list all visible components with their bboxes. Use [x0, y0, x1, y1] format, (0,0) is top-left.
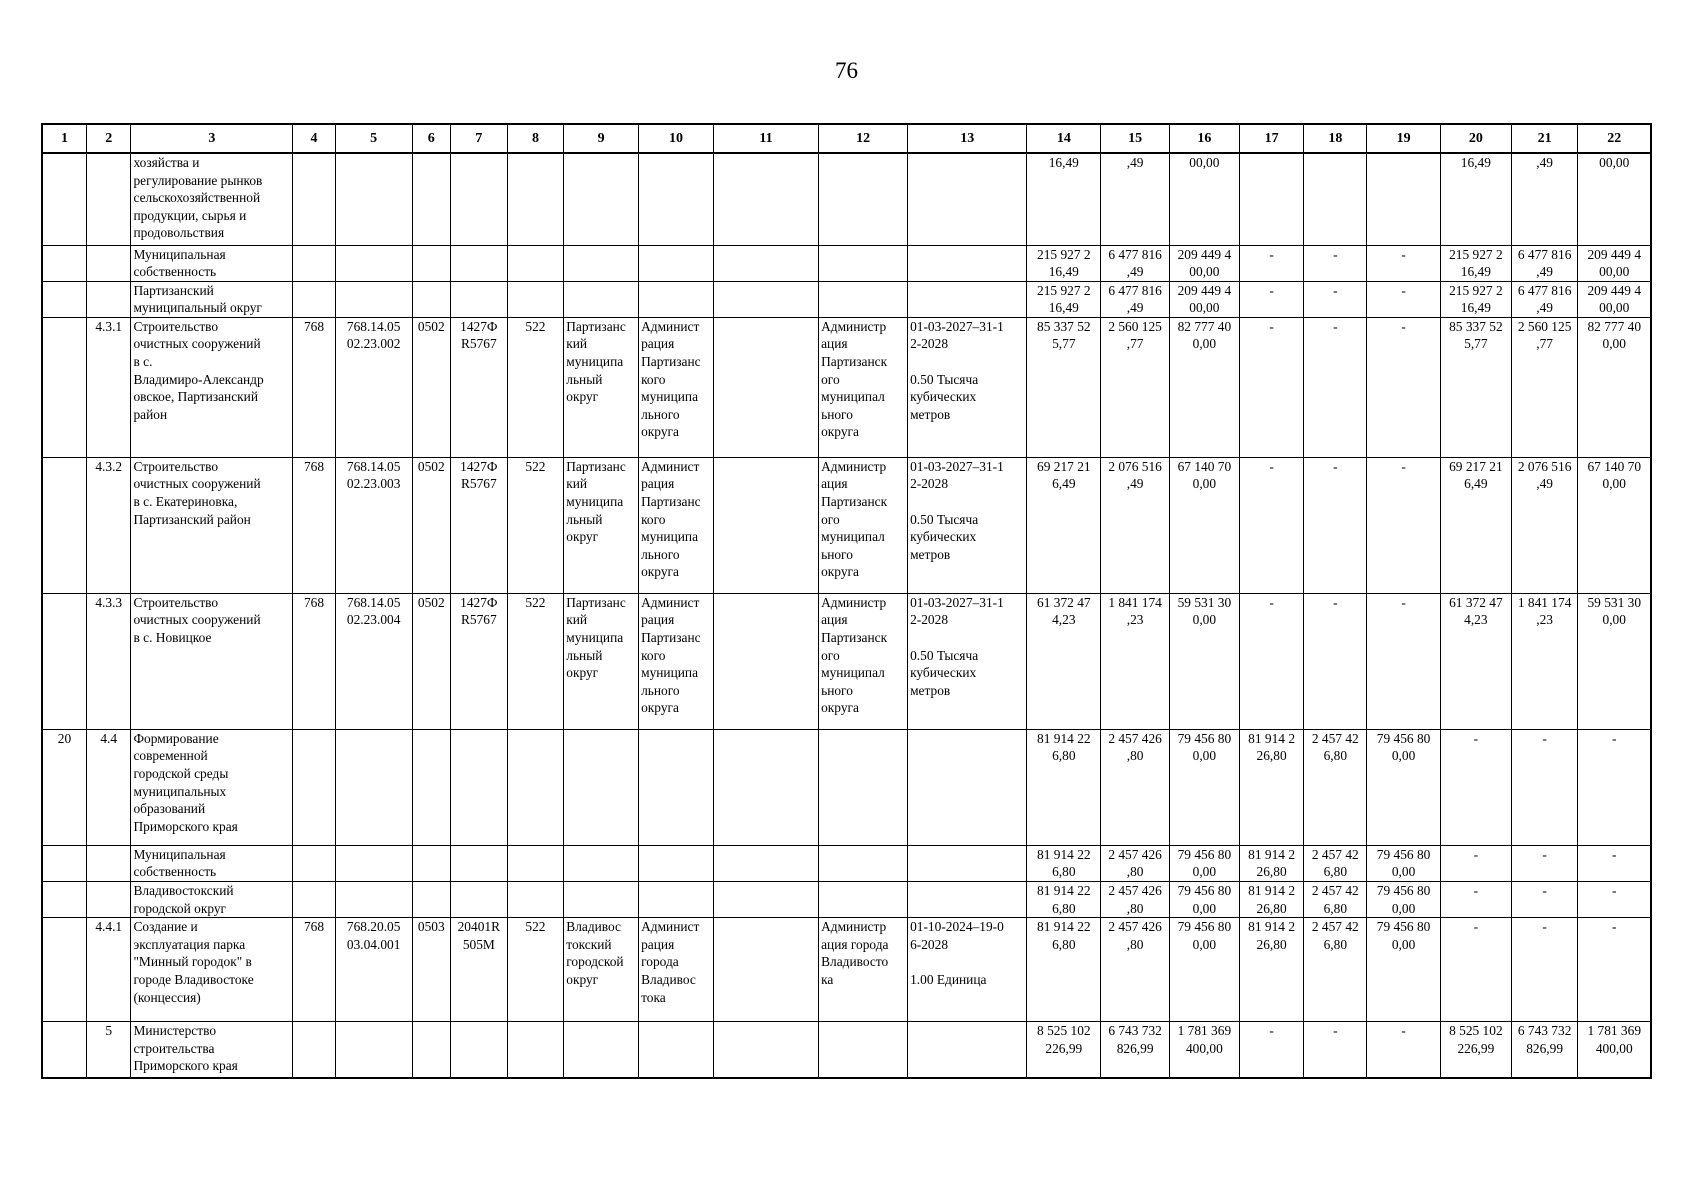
cell-col-22: -	[1578, 918, 1651, 1022]
cell-col-4	[293, 729, 335, 845]
cell-col-1	[42, 882, 86, 918]
cell-col-20: 8 525 102 226,99	[1440, 1022, 1511, 1078]
cell-col-15: 6 743 732 826,99	[1101, 1022, 1170, 1078]
cell-col-14: 81 914 22 6,80	[1027, 845, 1101, 881]
cell-col-13: 01-10-2024–19-0 6-2028 1.00 Единица	[908, 918, 1027, 1022]
cell-col-6: 0502	[412, 457, 450, 593]
cell-col-11	[713, 882, 818, 918]
cell-col-8: 522	[507, 593, 564, 729]
cell-col-14: 215 927 2 16,49	[1027, 245, 1101, 281]
cell-col-1	[42, 457, 86, 593]
cell-col-14: 16,49	[1027, 153, 1101, 245]
cell-col-12	[819, 1022, 908, 1078]
cell-col-18	[1304, 153, 1367, 245]
cell-col-15: 6 477 816 ,49	[1101, 281, 1170, 317]
cell-col-11	[713, 245, 818, 281]
cell-col-7: 20401R 505M	[451, 918, 508, 1022]
table-row	[42, 281, 1651, 317]
cell-col-10	[639, 845, 714, 881]
table-row	[42, 317, 1651, 457]
cell-col-22: -	[1578, 845, 1651, 881]
cell-col-5	[335, 882, 412, 918]
cell-col-9	[564, 245, 639, 281]
cell-col-4	[293, 153, 335, 245]
cell-col-1: 20	[42, 729, 86, 845]
cell-col-10: Админист рация города Владивос тока	[639, 918, 714, 1022]
cell-col-21: -	[1511, 729, 1578, 845]
cell-col-8: 522	[507, 317, 564, 457]
cell-col-11	[713, 918, 818, 1022]
cell-col-19: -	[1367, 281, 1441, 317]
cell-col-4	[293, 882, 335, 918]
cell-col-4	[293, 245, 335, 281]
cell-col-18: -	[1304, 1022, 1367, 1078]
cell-col-11	[713, 1022, 818, 1078]
cell-col-20: -	[1440, 845, 1511, 881]
cell-col-22: 209 449 4 00,00	[1578, 245, 1651, 281]
cell-col-6	[412, 245, 450, 281]
cell-col-5: 768.20.05 03.04.001	[335, 918, 412, 1022]
cell-col-1	[42, 281, 86, 317]
cell-col-15: 2 457 426 ,80	[1101, 729, 1170, 845]
cell-col-2	[86, 281, 130, 317]
cell-col-13	[908, 1022, 1027, 1078]
cell-col-21: 6 477 816 ,49	[1511, 281, 1578, 317]
cell-col-19: 79 456 80 0,00	[1367, 845, 1441, 881]
cell-col-13	[908, 845, 1027, 881]
cell-col-8	[507, 245, 564, 281]
cell-col-16: 59 531 30 0,00	[1169, 593, 1239, 729]
table-row	[42, 918, 1651, 1022]
cell-col-5	[335, 245, 412, 281]
cell-col-7: 1427Ф R5767	[451, 457, 508, 593]
cell-col-16: 209 449 4 00,00	[1169, 281, 1239, 317]
column-header-18: 18	[1304, 124, 1367, 153]
cell-col-6	[412, 882, 450, 918]
cell-col-3: хозяйства и регулирование рынков сельскохозяйственной продукции, сырья и продовольствия	[131, 153, 293, 245]
cell-col-3: Строительство очистных сооружений в с. Владимиро-Александр овское, Партизанский район	[131, 317, 293, 457]
cell-col-8	[507, 845, 564, 881]
column-header-4: 4	[293, 124, 335, 153]
table-row	[42, 845, 1651, 881]
cell-col-2: 4.3.2	[86, 457, 130, 593]
cell-col-16: 82 777 40 0,00	[1169, 317, 1239, 457]
column-header-2: 2	[86, 124, 130, 153]
cell-col-10	[639, 729, 714, 845]
cell-col-13	[908, 153, 1027, 245]
column-header-1: 1	[42, 124, 86, 153]
cell-col-5	[335, 281, 412, 317]
cell-col-10: Админист рация Партизанс кого муниципа льного округа	[639, 317, 714, 457]
cell-col-9	[564, 882, 639, 918]
cell-col-1	[42, 845, 86, 881]
cell-col-22: -	[1578, 729, 1651, 845]
cell-col-18: 2 457 42 6,80	[1304, 845, 1367, 881]
cell-col-13: 01-03-2027–31-1 2-2028 0.50 Тысяча кубических метров	[908, 457, 1027, 593]
cell-col-7: 1427Ф R5767	[451, 317, 508, 457]
cell-col-7: 1427Ф R5767	[451, 593, 508, 729]
cell-col-2: 4.3.1	[86, 317, 130, 457]
cell-col-11	[713, 845, 818, 881]
cell-col-17: 81 914 2 26,80	[1239, 918, 1304, 1022]
cell-col-18: -	[1304, 281, 1367, 317]
cell-col-22: 82 777 40 0,00	[1578, 317, 1651, 457]
cell-col-22: -	[1578, 882, 1651, 918]
column-header-16: 16	[1169, 124, 1239, 153]
cell-col-5: 768.14.05 02.23.002	[335, 317, 412, 457]
cell-col-7	[451, 1022, 508, 1078]
budget-table	[41, 123, 1652, 1079]
cell-col-12: Администр ация Партизанск ого муниципал ьного округа	[819, 457, 908, 593]
cell-col-17: -	[1239, 1022, 1304, 1078]
header-row	[42, 124, 1651, 153]
cell-col-9: Партизанс кий муниципа льный округ	[564, 317, 639, 457]
cell-col-20: 69 217 21 6,49	[1440, 457, 1511, 593]
cell-col-5: 768.14.05 02.23.003	[335, 457, 412, 593]
cell-col-16: 79 456 80 0,00	[1169, 918, 1239, 1022]
cell-col-12: Администр ация Партизанск ого муниципал ьного округа	[819, 593, 908, 729]
cell-col-16: 79 456 80 0,00	[1169, 845, 1239, 881]
cell-col-20: 215 927 2 16,49	[1440, 245, 1511, 281]
table-row	[42, 882, 1651, 918]
cell-col-18: 2 457 42 6,80	[1304, 918, 1367, 1022]
cell-col-19: 79 456 80 0,00	[1367, 882, 1441, 918]
cell-col-15: 2 076 516 ,49	[1101, 457, 1170, 593]
column-header-20: 20	[1440, 124, 1511, 153]
cell-col-20: 215 927 2 16,49	[1440, 281, 1511, 317]
cell-col-21: 6 477 816 ,49	[1511, 245, 1578, 281]
cell-col-2: 4.3.3	[86, 593, 130, 729]
cell-col-2: 5	[86, 1022, 130, 1078]
cell-col-19: -	[1367, 457, 1441, 593]
cell-col-22: 59 531 30 0,00	[1578, 593, 1651, 729]
cell-col-9	[564, 153, 639, 245]
cell-col-3: Строительство очистных сооружений в с. Новицкое	[131, 593, 293, 729]
cell-col-21: 2 560 125 ,77	[1511, 317, 1578, 457]
cell-col-18: 2 457 42 6,80	[1304, 729, 1367, 845]
cell-col-18: -	[1304, 593, 1367, 729]
cell-col-12	[819, 729, 908, 845]
cell-col-15: 2 457 426 ,80	[1101, 918, 1170, 1022]
cell-col-19: -	[1367, 1022, 1441, 1078]
cell-col-1	[42, 317, 86, 457]
cell-col-20: 61 372 47 4,23	[1440, 593, 1511, 729]
cell-col-6: 0503	[412, 918, 450, 1022]
cell-col-2	[86, 882, 130, 918]
cell-col-5	[335, 1022, 412, 1078]
cell-col-9	[564, 845, 639, 881]
cell-col-14: 215 927 2 16,49	[1027, 281, 1101, 317]
column-header-8: 8	[507, 124, 564, 153]
cell-col-19	[1367, 153, 1441, 245]
column-header-22: 22	[1578, 124, 1651, 153]
cell-col-18: -	[1304, 245, 1367, 281]
cell-col-19: 79 456 80 0,00	[1367, 729, 1441, 845]
cell-col-7	[451, 845, 508, 881]
cell-col-3: Партизанский муниципальный округ	[131, 281, 293, 317]
cell-col-8	[507, 281, 564, 317]
cell-col-6	[412, 281, 450, 317]
cell-col-10	[639, 153, 714, 245]
cell-col-9	[564, 729, 639, 845]
column-header-17: 17	[1239, 124, 1304, 153]
cell-col-18: 2 457 42 6,80	[1304, 882, 1367, 918]
cell-col-20: 16,49	[1440, 153, 1511, 245]
cell-col-12	[819, 882, 908, 918]
cell-col-17: 81 914 2 26,80	[1239, 729, 1304, 845]
cell-col-8	[507, 1022, 564, 1078]
cell-col-12: Администр ация города Владивосто ка	[819, 918, 908, 1022]
cell-col-14: 81 914 22 6,80	[1027, 729, 1101, 845]
cell-col-9: Владивос токский городской округ	[564, 918, 639, 1022]
column-header-13: 13	[908, 124, 1027, 153]
cell-col-13	[908, 245, 1027, 281]
cell-col-17: -	[1239, 593, 1304, 729]
column-header-12: 12	[819, 124, 908, 153]
cell-col-19: -	[1367, 245, 1441, 281]
cell-col-10	[639, 281, 714, 317]
cell-col-7	[451, 153, 508, 245]
cell-col-4: 768	[293, 317, 335, 457]
cell-col-19: -	[1367, 317, 1441, 457]
cell-col-14: 8 525 102 226,99	[1027, 1022, 1101, 1078]
cell-col-6	[412, 729, 450, 845]
cell-col-8	[507, 729, 564, 845]
column-header-21: 21	[1511, 124, 1578, 153]
cell-col-18: -	[1304, 457, 1367, 593]
cell-col-4: 768	[293, 593, 335, 729]
cell-col-11	[713, 153, 818, 245]
column-header-19: 19	[1367, 124, 1441, 153]
cell-col-13: 01-03-2027–31-1 2-2028 0.50 Тысяча кубических метров	[908, 317, 1027, 457]
cell-col-19: -	[1367, 593, 1441, 729]
table-row	[42, 457, 1651, 593]
cell-col-12	[819, 845, 908, 881]
column-header-14: 14	[1027, 124, 1101, 153]
cell-col-4	[293, 845, 335, 881]
cell-col-3: Муниципальная собственность	[131, 245, 293, 281]
cell-col-4: 768	[293, 918, 335, 1022]
cell-col-2: 4.4.1	[86, 918, 130, 1022]
cell-col-10	[639, 882, 714, 918]
cell-col-2	[86, 153, 130, 245]
cell-col-21: -	[1511, 918, 1578, 1022]
cell-col-3: Строительство очистных сооружений в с. Екатериновка, Партизанский район	[131, 457, 293, 593]
cell-col-15: 2 457 426 ,80	[1101, 882, 1170, 918]
cell-col-1	[42, 1022, 86, 1078]
cell-col-14: 85 337 52 5,77	[1027, 317, 1101, 457]
cell-col-6: 0502	[412, 593, 450, 729]
cell-col-18: -	[1304, 317, 1367, 457]
cell-col-21: 2 076 516 ,49	[1511, 457, 1578, 593]
cell-col-20: -	[1440, 918, 1511, 1022]
cell-col-4	[293, 281, 335, 317]
table-row	[42, 153, 1651, 245]
cell-col-11	[713, 593, 818, 729]
cell-col-17: -	[1239, 457, 1304, 593]
cell-col-12: Администр ация Партизанск ого муниципал ьного округа	[819, 317, 908, 457]
column-header-11: 11	[713, 124, 818, 153]
cell-col-22: 1 781 369 400,00	[1578, 1022, 1651, 1078]
page-number: 76	[835, 58, 858, 83]
cell-col-21: -	[1511, 845, 1578, 881]
cell-col-22: 00,00	[1578, 153, 1651, 245]
column-header-9: 9	[564, 124, 639, 153]
cell-col-9: Партизанс кий муниципа льный округ	[564, 593, 639, 729]
column-header-7: 7	[451, 124, 508, 153]
column-header-3: 3	[131, 124, 293, 153]
cell-col-14: 81 914 22 6,80	[1027, 882, 1101, 918]
cell-col-3: Создание и эксплуатация парка "Минный городок" в городе Владивостоке (концессия)	[131, 918, 293, 1022]
cell-col-1	[42, 153, 86, 245]
cell-col-11	[713, 281, 818, 317]
cell-col-6	[412, 1022, 450, 1078]
cell-col-5	[335, 845, 412, 881]
cell-col-16: 79 456 80 0,00	[1169, 882, 1239, 918]
cell-col-16: 79 456 80 0,00	[1169, 729, 1239, 845]
cell-col-7	[451, 729, 508, 845]
cell-col-4	[293, 1022, 335, 1078]
cell-col-3: Министерство строительства Приморского края	[131, 1022, 293, 1078]
cell-col-5	[335, 729, 412, 845]
column-header-6: 6	[412, 124, 450, 153]
cell-col-7	[451, 882, 508, 918]
cell-col-16: 00,00	[1169, 153, 1239, 245]
cell-col-20: -	[1440, 882, 1511, 918]
cell-col-3: Владивостокский городской округ	[131, 882, 293, 918]
cell-col-1	[42, 918, 86, 1022]
cell-col-11	[713, 729, 818, 845]
cell-col-17: -	[1239, 317, 1304, 457]
cell-col-10	[639, 1022, 714, 1078]
cell-col-12	[819, 281, 908, 317]
cell-col-22: 209 449 4 00,00	[1578, 281, 1651, 317]
cell-col-15: 1 841 174 ,23	[1101, 593, 1170, 729]
cell-col-20: -	[1440, 729, 1511, 845]
cell-col-14: 69 217 21 6,49	[1027, 457, 1101, 593]
cell-col-21: ,49	[1511, 153, 1578, 245]
cell-col-10: Админист рация Партизанс кого муниципа льного округа	[639, 593, 714, 729]
cell-col-2: 4.4	[86, 729, 130, 845]
cell-col-15: 2 560 125 ,77	[1101, 317, 1170, 457]
cell-col-6	[412, 845, 450, 881]
cell-col-12	[819, 153, 908, 245]
cell-col-17: 81 914 2 26,80	[1239, 882, 1304, 918]
cell-col-11	[713, 457, 818, 593]
cell-col-21: 6 743 732 826,99	[1511, 1022, 1578, 1078]
cell-col-14: 81 914 22 6,80	[1027, 918, 1101, 1022]
cell-col-17: -	[1239, 245, 1304, 281]
cell-col-17: -	[1239, 281, 1304, 317]
cell-col-22: 67 140 70 0,00	[1578, 457, 1651, 593]
cell-col-14: 61 372 47 4,23	[1027, 593, 1101, 729]
cell-col-16: 67 140 70 0,00	[1169, 457, 1239, 593]
cell-col-15: ,49	[1101, 153, 1170, 245]
cell-col-8	[507, 882, 564, 918]
cell-col-9	[564, 281, 639, 317]
cell-col-17	[1239, 153, 1304, 245]
cell-col-21: -	[1511, 882, 1578, 918]
column-header-10: 10	[639, 124, 714, 153]
cell-col-3: Муниципальная собственность	[131, 845, 293, 881]
cell-col-7	[451, 245, 508, 281]
cell-col-13: 01-03-2027–31-1 2-2028 0.50 Тысяча кубических метров	[908, 593, 1027, 729]
cell-col-16: 209 449 4 00,00	[1169, 245, 1239, 281]
cell-col-15: 6 477 816 ,49	[1101, 245, 1170, 281]
cell-col-9: Партизанс кий муниципа льный округ	[564, 457, 639, 593]
cell-col-10	[639, 245, 714, 281]
cell-col-6: 0502	[412, 317, 450, 457]
cell-col-21: 1 841 174 ,23	[1511, 593, 1578, 729]
table-row	[42, 593, 1651, 729]
cell-col-2	[86, 245, 130, 281]
column-header-15: 15	[1101, 124, 1170, 153]
cell-col-8: 522	[507, 918, 564, 1022]
cell-col-8	[507, 153, 564, 245]
cell-col-12	[819, 245, 908, 281]
cell-col-5	[335, 153, 412, 245]
cell-col-5: 768.14.05 02.23.004	[335, 593, 412, 729]
cell-col-13	[908, 281, 1027, 317]
cell-col-19: 79 456 80 0,00	[1367, 918, 1441, 1022]
cell-col-17: 81 914 2 26,80	[1239, 845, 1304, 881]
cell-col-2	[86, 845, 130, 881]
cell-col-3: Формирование современной городской среды муниципальных образований Приморского края	[131, 729, 293, 845]
cell-col-13	[908, 882, 1027, 918]
cell-col-7	[451, 281, 508, 317]
cell-col-1	[42, 593, 86, 729]
cell-col-13	[908, 729, 1027, 845]
table-row	[42, 729, 1651, 845]
cell-col-8: 522	[507, 457, 564, 593]
cell-col-15: 2 457 426 ,80	[1101, 845, 1170, 881]
cell-col-9	[564, 1022, 639, 1078]
table-row	[42, 1022, 1651, 1078]
cell-col-20: 85 337 52 5,77	[1440, 317, 1511, 457]
cell-col-4: 768	[293, 457, 335, 593]
cell-col-11	[713, 317, 818, 457]
cell-col-10: Админист рация Партизанс кого муниципа льного округа	[639, 457, 714, 593]
cell-col-16: 1 781 369 400,00	[1169, 1022, 1239, 1078]
column-header-5: 5	[335, 124, 412, 153]
cell-col-1	[42, 245, 86, 281]
table-row	[42, 245, 1651, 281]
cell-col-6	[412, 153, 450, 245]
